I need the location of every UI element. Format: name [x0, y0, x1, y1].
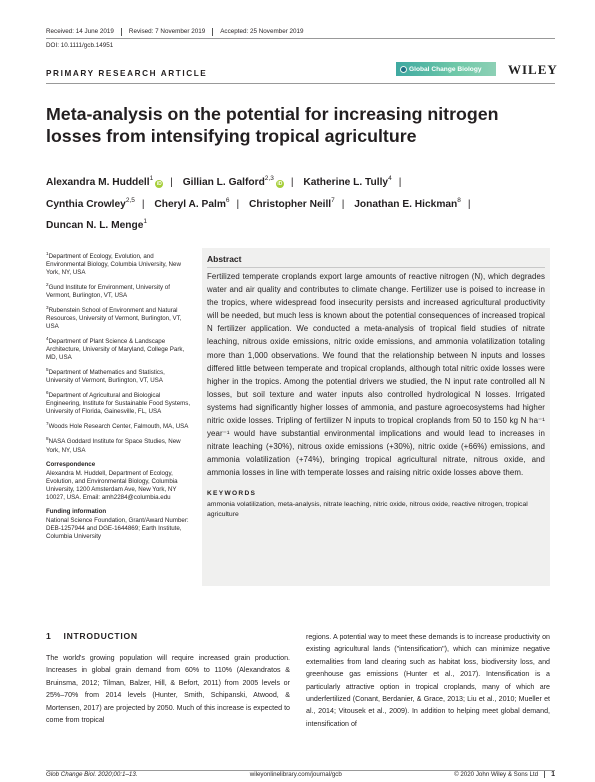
author[interactable] [303, 177, 391, 188]
author-separator: | [467, 198, 471, 210]
author-list [46, 170, 556, 235]
affiliation-sup: 1 [46, 251, 49, 256]
affiliation [46, 281, 191, 300]
footer-copyright: © 2020 John Wiley & Sons Ltd [454, 771, 539, 778]
article-type-divider [46, 83, 555, 84]
globe-icon [400, 66, 407, 73]
body-paragraph: The world's growing population will require increased grain production. Increases in global grain demand from 60% to 110% (Alexandratos & Bruinsma, 2012; Tilman, Balzer, Hill, & Befort, 2011) from 2005 levels or 25%–70% from 2014 levels (Hunter, Smith, Schipanski, Atwood, & Mortensen, 2017) are projected by 2050. Much of this increase is expected to come from tropical [46, 654, 290, 725]
author[interactable] [154, 196, 230, 210]
orcid-icon[interactable]: iD [277, 181, 283, 187]
author-separator: | [398, 177, 402, 188]
section-number: 1 [46, 631, 52, 641]
author-sup: 7 [331, 196, 335, 204]
affiliations [46, 250, 191, 545]
affiliation [46, 250, 191, 277]
journal-logo[interactable] [396, 62, 496, 76]
publisher-logo[interactable]: WILEY [508, 62, 558, 77]
author-separator: | [341, 198, 345, 210]
footer-url[interactable]: wileyonlinelibrary.com/journal/gcb [249, 771, 342, 778]
author-sup: 6 [225, 196, 230, 204]
affiliation [46, 366, 191, 385]
footer-citation: Glob Change Biol. 2020;00:1–13. [46, 771, 138, 778]
abstract-heading: Abstract [207, 254, 545, 268]
author-name: Cynthia Crowley [46, 198, 126, 210]
author[interactable] [46, 220, 147, 231]
affiliation-sup: 3 [46, 305, 49, 311]
journal-name: Global Change Biology [409, 65, 482, 73]
body-column-left [46, 631, 290, 726]
author[interactable] [46, 177, 163, 188]
affiliation [46, 435, 191, 454]
author[interactable] [46, 196, 135, 210]
author-separator: | [236, 198, 240, 210]
affiliation [46, 335, 191, 362]
keywords-text: ammonia volatilization, meta-analysis, nitrate leaching, nitric oxide, nitrous oxide, reactive nitrogen, tropical agriculture [207, 500, 528, 518]
revised-date: Revised: 7 November 2019 [122, 28, 213, 36]
page-footer [46, 771, 555, 778]
abstract-text: Fertilized temperate croplands export large amounts of reactive nitrogen (N), which degrades water and air quality and contributes to climate change. Fertilizer use is poised to increase in the tropics, where widespread food insecurity persists and increased agricultural productivity will be needed, but much less is known about the potential consequences of increased tropical N fertilizer application. We conducted a meta-analysis of tropical field studies of nitrate leaching, nitrous oxide emissions, nitric oxide emissions, and ammonia volatilization totaling more than 1,000 observations. We found that the relationship between N inputs and losses differed little between temperate and tropical croplands, although total nitric oxide losses were higher in the tropics. Among the potential drivers we studied, the N input rate controlled all N losses, but soil texture and water inputs also controlled hydrological N losses. Irrigated systems had significantly higher losses of ammonia, and pasture agroecosystems had higher nitric oxide losses. Tripling of fertilizer N inputs to tropical croplands from 50 to 150 kg N ha⁻¹ year⁻¹ would have substantial environmental implications and would lead to increases in nitrate leaching (+30%), nitrous oxide emissions (+30%), nitric oxide (+66%) emissions, and ammonia volatilization (+74%), bringing tropical agricultural nitrate, nitrous oxide, and ammonia losses in line with temperate losses and raising nitric oxide losses above them. [207, 272, 545, 478]
author-sup: 2,5 [125, 196, 135, 204]
affiliation-text: Department of Agricultural and Biological Engineering, Institute for Sustainable Food Systems, University of Florida, Gainesville, FL, USA [46, 392, 191, 416]
author-separator: | [141, 198, 145, 210]
author-name: Cheryl A. Palm [154, 198, 226, 210]
author-separator: | [170, 177, 173, 188]
affiliation-text: Department of Mathematics and Statistics, University of Vermont, Burlington, VT, USA [46, 369, 165, 385]
affiliation-text: Rubenstein School of Environment and Natural Resources, University of Vermont, Burlington, VT, USA [46, 307, 182, 331]
section-heading [46, 631, 290, 641]
affiliation-text: Woods Hole Research Center, Falmouth, MA, USA [48, 423, 189, 431]
footer-right [454, 771, 555, 778]
author-sup: 4 [388, 175, 392, 182]
author-name: Duncan N. L. Menge [46, 220, 144, 231]
affiliation-sup: 7 [46, 421, 49, 427]
doi[interactable]: DOI: 10.1111/gcb.14951 [46, 42, 114, 49]
author-sup: 1 [143, 218, 147, 225]
author[interactable] [354, 196, 461, 210]
affiliation [46, 389, 191, 416]
correspondence-text: Alexandra M. Huddell, Department of Ecology, Evolution, and Environmental Biology, Columbia University, 1200 Amsterdam Ave, New York, NY 10027, USA. Email: amh2284@columbia.edu [46, 469, 178, 501]
correspondence-heading: Correspondence [46, 460, 96, 468]
affiliation-text: Gund Institute for Environment, University of Vermont, Burlington, VT, USA [46, 284, 170, 300]
received-date: Received: 14 June 2019 [46, 28, 122, 36]
author-separator: | [290, 177, 294, 188]
author-sup: 2,3 [264, 175, 274, 182]
author-name: Jonathan E. Hickman [354, 198, 458, 210]
body-column-right [306, 631, 550, 730]
affiliation-text: Department of Ecology, Evolution, and Environmental Biology, Columbia University, New York, NY, USA [46, 253, 181, 277]
author-name: Gillian L. Galford [182, 177, 265, 188]
funding-heading: Funding information [46, 507, 107, 515]
funding-text: National Science Foundation, Grant/Award Number: DEB-1257944 and DGE-1644869; Earth Institute, Columbia University [46, 516, 189, 540]
author-sup: 1 [149, 175, 154, 182]
author-name: Katherine L. Tully [303, 177, 389, 188]
accepted-date: Accepted: 25 November 2019 [220, 28, 304, 35]
author-sup: 8 [457, 196, 461, 204]
article-title: Meta-analysis on the potential for increasing nitrogen losses from intensifying tropical agriculture [46, 104, 499, 146]
keywords-heading: KEYWORDS [207, 489, 257, 497]
header-divider [46, 38, 555, 39]
author[interactable] [249, 196, 335, 210]
affiliation-text: NASA Goddard Institute for Space Studies, New York, NY, USA [46, 438, 181, 454]
author-name: Alexandra M. Huddell [46, 177, 150, 188]
author[interactable] [183, 177, 284, 188]
affiliation-sup: 4 [46, 336, 49, 342]
section-title: INTRODUCTION [63, 631, 138, 641]
body-paragraph: regions. A potential way to meet these demands is to increase productivity on existing agricultural lands ("intensification"), which can minimize negative externalities from land clearing such as habitat loss, biodiversity loss, and greenhouse gas emissions (Hunter et al., 2017). Intensification is a particularly attractive option in tropical croplands, many of which are underfertilized (Conant, Berdanier, & Grace, 2013; Liu et al., 2010; Mueller et al., 2014; Vitousek et al., 2009). In addition to helping meet global demand, intensification of [306, 633, 550, 728]
page-number: 1 [544, 771, 555, 778]
article-dates [46, 28, 311, 36]
affiliation-sup: 2 [46, 282, 49, 288]
abstract-box [202, 248, 550, 586]
author-name: Christopher Neill [249, 198, 332, 210]
affiliation-sup: 6 [46, 390, 49, 396]
article-type: PRIMARY RESEARCH ARTICLE [46, 69, 208, 78]
affiliation-text: Department of Plant Science & Landscape Architecture, University of Maryland, College Park, MD, USA [46, 338, 185, 362]
affiliation [46, 304, 191, 331]
affiliation [46, 420, 191, 431]
affiliation-sup: 5 [46, 367, 49, 373]
orcid-icon[interactable]: iD [156, 181, 162, 187]
affiliation-sup: 8 [46, 436, 49, 442]
